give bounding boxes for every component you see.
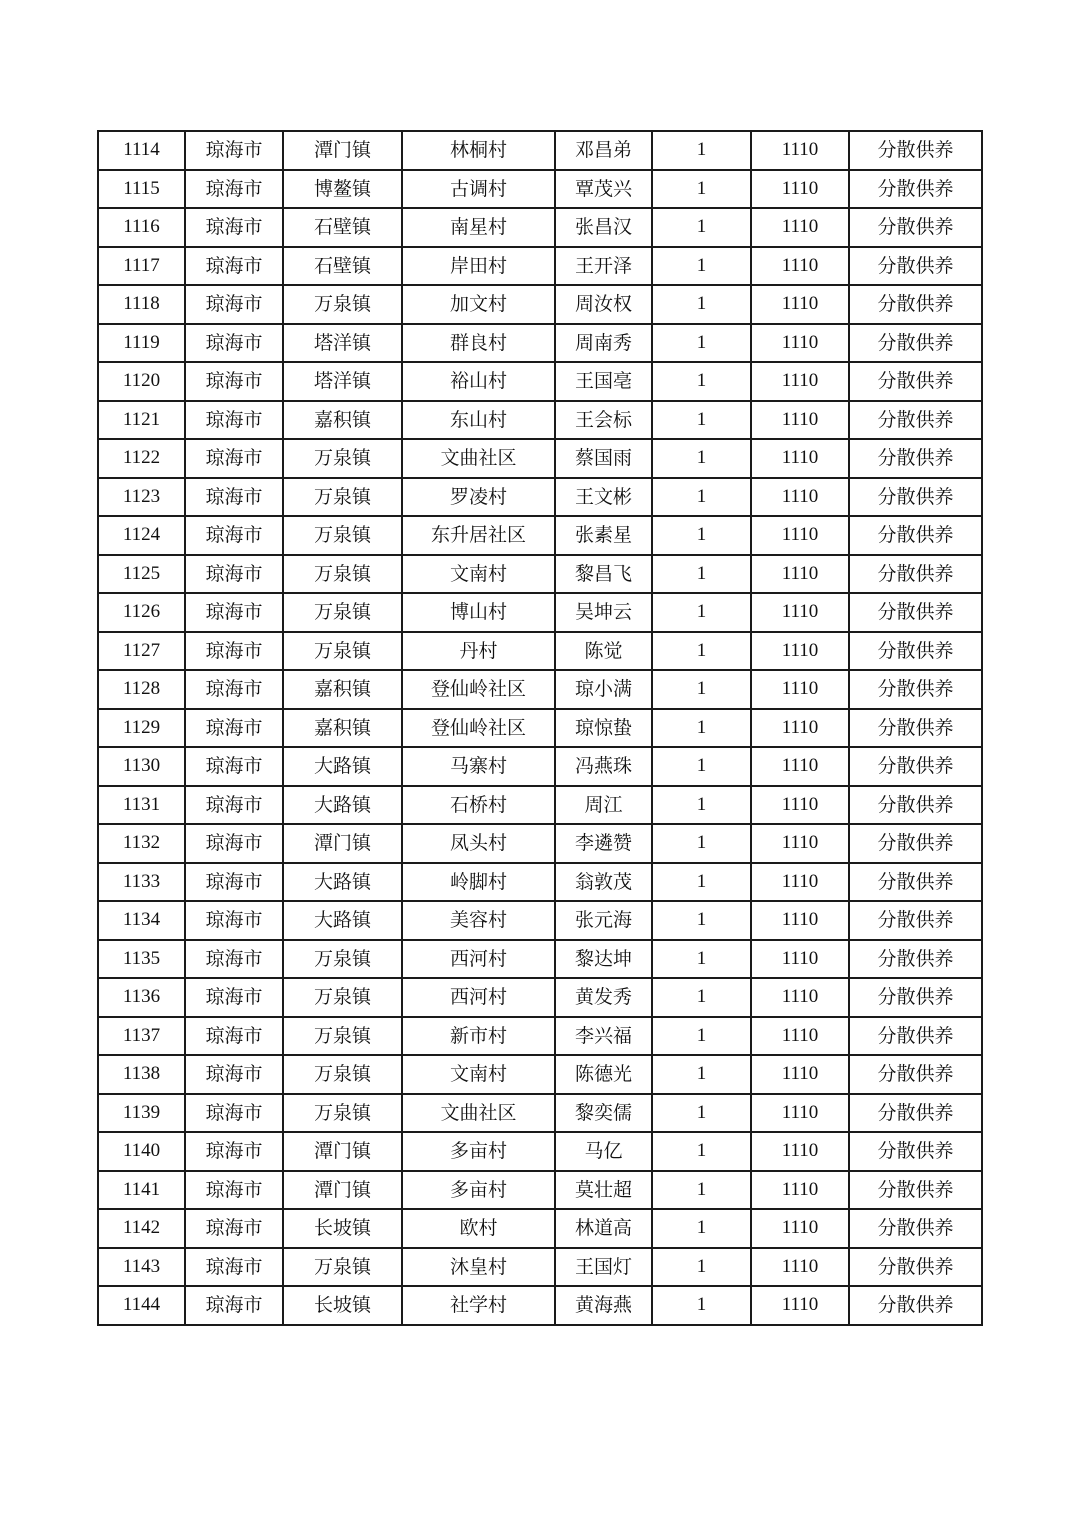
amount-cell: 1110: [751, 285, 849, 324]
city-cell: 琼海市: [185, 901, 283, 940]
village-cell: 沐皇村: [402, 1248, 555, 1287]
name-cell: 黄海燕: [555, 1286, 652, 1325]
table-row: [98, 362, 982, 401]
town-cell: 大路镇: [283, 863, 402, 902]
serial-number-cell: 1122: [98, 439, 185, 478]
town-cell: 潭门镇: [283, 131, 402, 170]
support-type-cell: 分散供养: [849, 632, 982, 671]
town-cell: 长坡镇: [283, 1286, 402, 1325]
amount-cell: 1110: [751, 1132, 849, 1171]
town-cell: 万泉镇: [283, 1017, 402, 1056]
amount-cell: 1110: [751, 1055, 849, 1094]
support-type-cell: 分散供养: [849, 1286, 982, 1325]
village-cell: 文南村: [402, 1055, 555, 1094]
city-cell: 琼海市: [185, 709, 283, 748]
village-cell: 西河村: [402, 978, 555, 1017]
name-cell: 王文彬: [555, 478, 652, 517]
support-type-cell: 分散供养: [849, 978, 982, 1017]
town-cell: 塔洋镇: [283, 324, 402, 363]
city-cell: 琼海市: [185, 170, 283, 209]
city-cell: 琼海市: [185, 1209, 283, 1248]
amount-cell: 1110: [751, 478, 849, 517]
count-cell: 1: [652, 478, 751, 517]
serial-number-cell: 1128: [98, 670, 185, 709]
support-type-cell: 分散供养: [849, 285, 982, 324]
village-cell: 古调村: [402, 170, 555, 209]
serial-number-cell: 1127: [98, 632, 185, 671]
support-type-cell: 分散供养: [849, 1171, 982, 1210]
name-cell: 王国亳: [555, 362, 652, 401]
amount-cell: 1110: [751, 555, 849, 594]
name-cell: 琼小满: [555, 670, 652, 709]
table-row: [98, 670, 982, 709]
name-cell: 翁敦茂: [555, 863, 652, 902]
village-cell: 西河村: [402, 940, 555, 979]
support-type-cell: 分散供养: [849, 1248, 982, 1287]
table-row: [98, 208, 982, 247]
city-cell: 琼海市: [185, 478, 283, 517]
count-cell: 1: [652, 709, 751, 748]
name-cell: 蔡国雨: [555, 439, 652, 478]
serial-number-cell: 1119: [98, 324, 185, 363]
city-cell: 琼海市: [185, 285, 283, 324]
count-cell: 1: [652, 940, 751, 979]
support-type-cell: 分散供养: [849, 247, 982, 286]
support-type-cell: 分散供养: [849, 1055, 982, 1094]
name-cell: 王国灯: [555, 1248, 652, 1287]
city-cell: 琼海市: [185, 555, 283, 594]
serial-number-cell: 1135: [98, 940, 185, 979]
town-cell: 嘉积镇: [283, 670, 402, 709]
support-type-cell: 分散供养: [849, 478, 982, 517]
count-cell: 1: [652, 593, 751, 632]
name-cell: 黄发秀: [555, 978, 652, 1017]
serial-number-cell: 1132: [98, 824, 185, 863]
name-cell: 陈德光: [555, 1055, 652, 1094]
village-cell: 多亩村: [402, 1171, 555, 1210]
count-cell: 1: [652, 555, 751, 594]
table-row: [98, 824, 982, 863]
table-row: [98, 593, 982, 632]
amount-cell: 1110: [751, 709, 849, 748]
support-type-cell: 分散供养: [849, 131, 982, 170]
city-cell: 琼海市: [185, 1248, 283, 1287]
support-type-cell: 分散供养: [849, 901, 982, 940]
city-cell: 琼海市: [185, 401, 283, 440]
amount-cell: 1110: [751, 170, 849, 209]
support-type-cell: 分散供养: [849, 170, 982, 209]
amount-cell: 1110: [751, 362, 849, 401]
name-cell: 李兴福: [555, 1017, 652, 1056]
amount-cell: 1110: [751, 747, 849, 786]
table-row: [98, 1132, 982, 1171]
serial-number-cell: 1133: [98, 863, 185, 902]
table-row: [98, 131, 982, 170]
table-row: [98, 940, 982, 979]
serial-number-cell: 1131: [98, 786, 185, 825]
serial-number-cell: 1124: [98, 516, 185, 555]
amount-cell: 1110: [751, 632, 849, 671]
town-cell: 潭门镇: [283, 824, 402, 863]
count-cell: 1: [652, 247, 751, 286]
city-cell: 琼海市: [185, 1132, 283, 1171]
support-type-cell: 分散供养: [849, 593, 982, 632]
count-cell: 1: [652, 208, 751, 247]
name-cell: 张元海: [555, 901, 652, 940]
town-cell: 嘉积镇: [283, 401, 402, 440]
city-cell: 琼海市: [185, 632, 283, 671]
town-cell: 石壁镇: [283, 247, 402, 286]
city-cell: 琼海市: [185, 516, 283, 555]
support-type-cell: 分散供养: [849, 1017, 982, 1056]
town-cell: 长坡镇: [283, 1209, 402, 1248]
name-cell: 马亿: [555, 1132, 652, 1171]
name-cell: 冯燕珠: [555, 747, 652, 786]
count-cell: 1: [652, 1055, 751, 1094]
serial-number-cell: 1140: [98, 1132, 185, 1171]
support-type-cell: 分散供养: [849, 516, 982, 555]
village-cell: 美容村: [402, 901, 555, 940]
count-cell: 1: [652, 1017, 751, 1056]
city-cell: 琼海市: [185, 863, 283, 902]
name-cell: 黎奕儒: [555, 1094, 652, 1133]
table-row: [98, 709, 982, 748]
table-row: [98, 1286, 982, 1325]
table-row: [98, 285, 982, 324]
table-row: [98, 786, 982, 825]
table-row: [98, 1017, 982, 1056]
village-cell: 林桐村: [402, 131, 555, 170]
serial-number-cell: 1116: [98, 208, 185, 247]
support-type-cell: 分散供养: [849, 670, 982, 709]
city-cell: 琼海市: [185, 1017, 283, 1056]
name-cell: 莫壮超: [555, 1171, 652, 1210]
amount-cell: 1110: [751, 940, 849, 979]
city-cell: 琼海市: [185, 670, 283, 709]
amount-cell: 1110: [751, 786, 849, 825]
name-cell: 林道高: [555, 1209, 652, 1248]
amount-cell: 1110: [751, 401, 849, 440]
support-type-cell: 分散供养: [849, 940, 982, 979]
name-cell: 覃茂兴: [555, 170, 652, 209]
count-cell: 1: [652, 1209, 751, 1248]
table-row: [98, 516, 982, 555]
support-type-cell: 分散供养: [849, 555, 982, 594]
table-row: [98, 1055, 982, 1094]
support-type-cell: 分散供养: [849, 747, 982, 786]
town-cell: 万泉镇: [283, 593, 402, 632]
table-row: [98, 632, 982, 671]
table-row: [98, 901, 982, 940]
count-cell: 1: [652, 824, 751, 863]
count-cell: 1: [652, 285, 751, 324]
count-cell: 1: [652, 901, 751, 940]
city-cell: 琼海市: [185, 978, 283, 1017]
village-cell: 岭脚村: [402, 863, 555, 902]
amount-cell: 1110: [751, 439, 849, 478]
town-cell: 潭门镇: [283, 1132, 402, 1171]
town-cell: 大路镇: [283, 901, 402, 940]
town-cell: 博鳌镇: [283, 170, 402, 209]
amount-cell: 1110: [751, 1209, 849, 1248]
table-row: [98, 478, 982, 517]
support-type-cell: 分散供养: [849, 1209, 982, 1248]
count-cell: 1: [652, 516, 751, 555]
count-cell: 1: [652, 1171, 751, 1210]
serial-number-cell: 1123: [98, 478, 185, 517]
serial-number-cell: 1143: [98, 1248, 185, 1287]
name-cell: 周江: [555, 786, 652, 825]
support-type-cell: 分散供养: [849, 1132, 982, 1171]
count-cell: 1: [652, 1286, 751, 1325]
town-cell: 石壁镇: [283, 208, 402, 247]
name-cell: 吴坤云: [555, 593, 652, 632]
village-cell: 丹村: [402, 632, 555, 671]
serial-number-cell: 1115: [98, 170, 185, 209]
name-cell: 陈觉: [555, 632, 652, 671]
count-cell: 1: [652, 863, 751, 902]
village-cell: 加文村: [402, 285, 555, 324]
town-cell: 万泉镇: [283, 1055, 402, 1094]
count-cell: 1: [652, 439, 751, 478]
amount-cell: 1110: [751, 247, 849, 286]
count-cell: 1: [652, 324, 751, 363]
village-cell: 博山村: [402, 593, 555, 632]
support-type-cell: 分散供养: [849, 1094, 982, 1133]
village-cell: 罗凌村: [402, 478, 555, 517]
town-cell: 嘉积镇: [283, 709, 402, 748]
city-cell: 琼海市: [185, 247, 283, 286]
serial-number-cell: 1114: [98, 131, 185, 170]
count-cell: 1: [652, 670, 751, 709]
amount-cell: 1110: [751, 1171, 849, 1210]
town-cell: 万泉镇: [283, 478, 402, 517]
town-cell: 万泉镇: [283, 940, 402, 979]
city-cell: 琼海市: [185, 747, 283, 786]
serial-number-cell: 1125: [98, 555, 185, 594]
serial-number-cell: 1136: [98, 978, 185, 1017]
name-cell: 张素星: [555, 516, 652, 555]
table-row: [98, 247, 982, 286]
town-cell: 万泉镇: [283, 1248, 402, 1287]
support-type-cell: 分散供养: [849, 439, 982, 478]
serial-number-cell: 1121: [98, 401, 185, 440]
village-cell: 登仙岭社区: [402, 670, 555, 709]
name-cell: 邓昌弟: [555, 131, 652, 170]
village-cell: 凤头村: [402, 824, 555, 863]
serial-number-cell: 1144: [98, 1286, 185, 1325]
amount-cell: 1110: [751, 1017, 849, 1056]
village-cell: 马寨村: [402, 747, 555, 786]
support-type-cell: 分散供养: [849, 208, 982, 247]
table-row: [98, 863, 982, 902]
serial-number-cell: 1126: [98, 593, 185, 632]
support-type-cell: 分散供养: [849, 824, 982, 863]
serial-number-cell: 1137: [98, 1017, 185, 1056]
serial-number-cell: 1141: [98, 1171, 185, 1210]
name-cell: 黎达坤: [555, 940, 652, 979]
town-cell: 万泉镇: [283, 978, 402, 1017]
amount-cell: 1110: [751, 324, 849, 363]
serial-number-cell: 1139: [98, 1094, 185, 1133]
table-row: [98, 747, 982, 786]
village-cell: 社学村: [402, 1286, 555, 1325]
town-cell: 塔洋镇: [283, 362, 402, 401]
table-row: [98, 1094, 982, 1133]
serial-number-cell: 1117: [98, 247, 185, 286]
serial-number-cell: 1138: [98, 1055, 185, 1094]
name-cell: 张昌汉: [555, 208, 652, 247]
city-cell: 琼海市: [185, 439, 283, 478]
city-cell: 琼海市: [185, 208, 283, 247]
serial-number-cell: 1134: [98, 901, 185, 940]
amount-cell: 1110: [751, 131, 849, 170]
town-cell: 大路镇: [283, 786, 402, 825]
amount-cell: 1110: [751, 863, 849, 902]
city-cell: 琼海市: [185, 1055, 283, 1094]
amount-cell: 1110: [751, 1094, 849, 1133]
serial-number-cell: 1142: [98, 1209, 185, 1248]
support-type-cell: 分散供养: [849, 324, 982, 363]
village-cell: 石桥村: [402, 786, 555, 825]
amount-cell: 1110: [751, 978, 849, 1017]
village-cell: 东升居社区: [402, 516, 555, 555]
name-cell: 周汝权: [555, 285, 652, 324]
amount-cell: 1110: [751, 1286, 849, 1325]
city-cell: 琼海市: [185, 1286, 283, 1325]
amount-cell: 1110: [751, 1248, 849, 1287]
table-row: [98, 978, 982, 1017]
town-cell: 潭门镇: [283, 1171, 402, 1210]
city-cell: 琼海市: [185, 324, 283, 363]
village-cell: 登仙岭社区: [402, 709, 555, 748]
city-cell: 琼海市: [185, 940, 283, 979]
city-cell: 琼海市: [185, 786, 283, 825]
name-cell: 黎昌飞: [555, 555, 652, 594]
city-cell: 琼海市: [185, 131, 283, 170]
serial-number-cell: 1130: [98, 747, 185, 786]
table-row: [98, 1248, 982, 1287]
table-row: [98, 555, 982, 594]
count-cell: 1: [652, 1248, 751, 1287]
support-type-cell: 分散供养: [849, 786, 982, 825]
support-type-cell: 分散供养: [849, 863, 982, 902]
support-type-cell: 分散供养: [849, 401, 982, 440]
village-cell: 文曲社区: [402, 1094, 555, 1133]
table-row: [98, 170, 982, 209]
table-row: [98, 401, 982, 440]
town-cell: 万泉镇: [283, 555, 402, 594]
town-cell: 万泉镇: [283, 632, 402, 671]
serial-number-cell: 1120: [98, 362, 185, 401]
serial-number-cell: 1118: [98, 285, 185, 324]
table-row: [98, 1209, 982, 1248]
amount-cell: 1110: [751, 516, 849, 555]
table-row: [98, 439, 982, 478]
name-cell: 王开泽: [555, 247, 652, 286]
count-cell: 1: [652, 786, 751, 825]
city-cell: 琼海市: [185, 1171, 283, 1210]
village-cell: 南星村: [402, 208, 555, 247]
count-cell: 1: [652, 632, 751, 671]
village-cell: 文曲社区: [402, 439, 555, 478]
count-cell: 1: [652, 1132, 751, 1171]
amount-cell: 1110: [751, 593, 849, 632]
village-cell: 东山村: [402, 401, 555, 440]
count-cell: 1: [652, 401, 751, 440]
town-cell: 大路镇: [283, 747, 402, 786]
village-cell: 新市村: [402, 1017, 555, 1056]
town-cell: 万泉镇: [283, 439, 402, 478]
table-body: [98, 131, 982, 1325]
village-cell: 多亩村: [402, 1132, 555, 1171]
count-cell: 1: [652, 170, 751, 209]
city-cell: 琼海市: [185, 362, 283, 401]
village-cell: 欧村: [402, 1209, 555, 1248]
amount-cell: 1110: [751, 208, 849, 247]
town-cell: 万泉镇: [283, 1094, 402, 1133]
count-cell: 1: [652, 131, 751, 170]
count-cell: 1: [652, 747, 751, 786]
village-cell: 文南村: [402, 555, 555, 594]
village-cell: 群良村: [402, 324, 555, 363]
support-type-cell: 分散供养: [849, 362, 982, 401]
count-cell: 1: [652, 362, 751, 401]
name-cell: 王会标: [555, 401, 652, 440]
records-table: [97, 130, 983, 1326]
city-cell: 琼海市: [185, 824, 283, 863]
amount-cell: 1110: [751, 901, 849, 940]
table-row: [98, 1171, 982, 1210]
town-cell: 万泉镇: [283, 516, 402, 555]
amount-cell: 1110: [751, 824, 849, 863]
support-type-cell: 分散供养: [849, 709, 982, 748]
name-cell: 李遴赞: [555, 824, 652, 863]
town-cell: 万泉镇: [283, 285, 402, 324]
amount-cell: 1110: [751, 670, 849, 709]
village-cell: 裕山村: [402, 362, 555, 401]
count-cell: 1: [652, 1094, 751, 1133]
city-cell: 琼海市: [185, 1094, 283, 1133]
serial-number-cell: 1129: [98, 709, 185, 748]
name-cell: 琼惊蛰: [555, 709, 652, 748]
village-cell: 岸田村: [402, 247, 555, 286]
name-cell: 周南秀: [555, 324, 652, 363]
count-cell: 1: [652, 978, 751, 1017]
table-row: [98, 324, 982, 363]
city-cell: 琼海市: [185, 593, 283, 632]
